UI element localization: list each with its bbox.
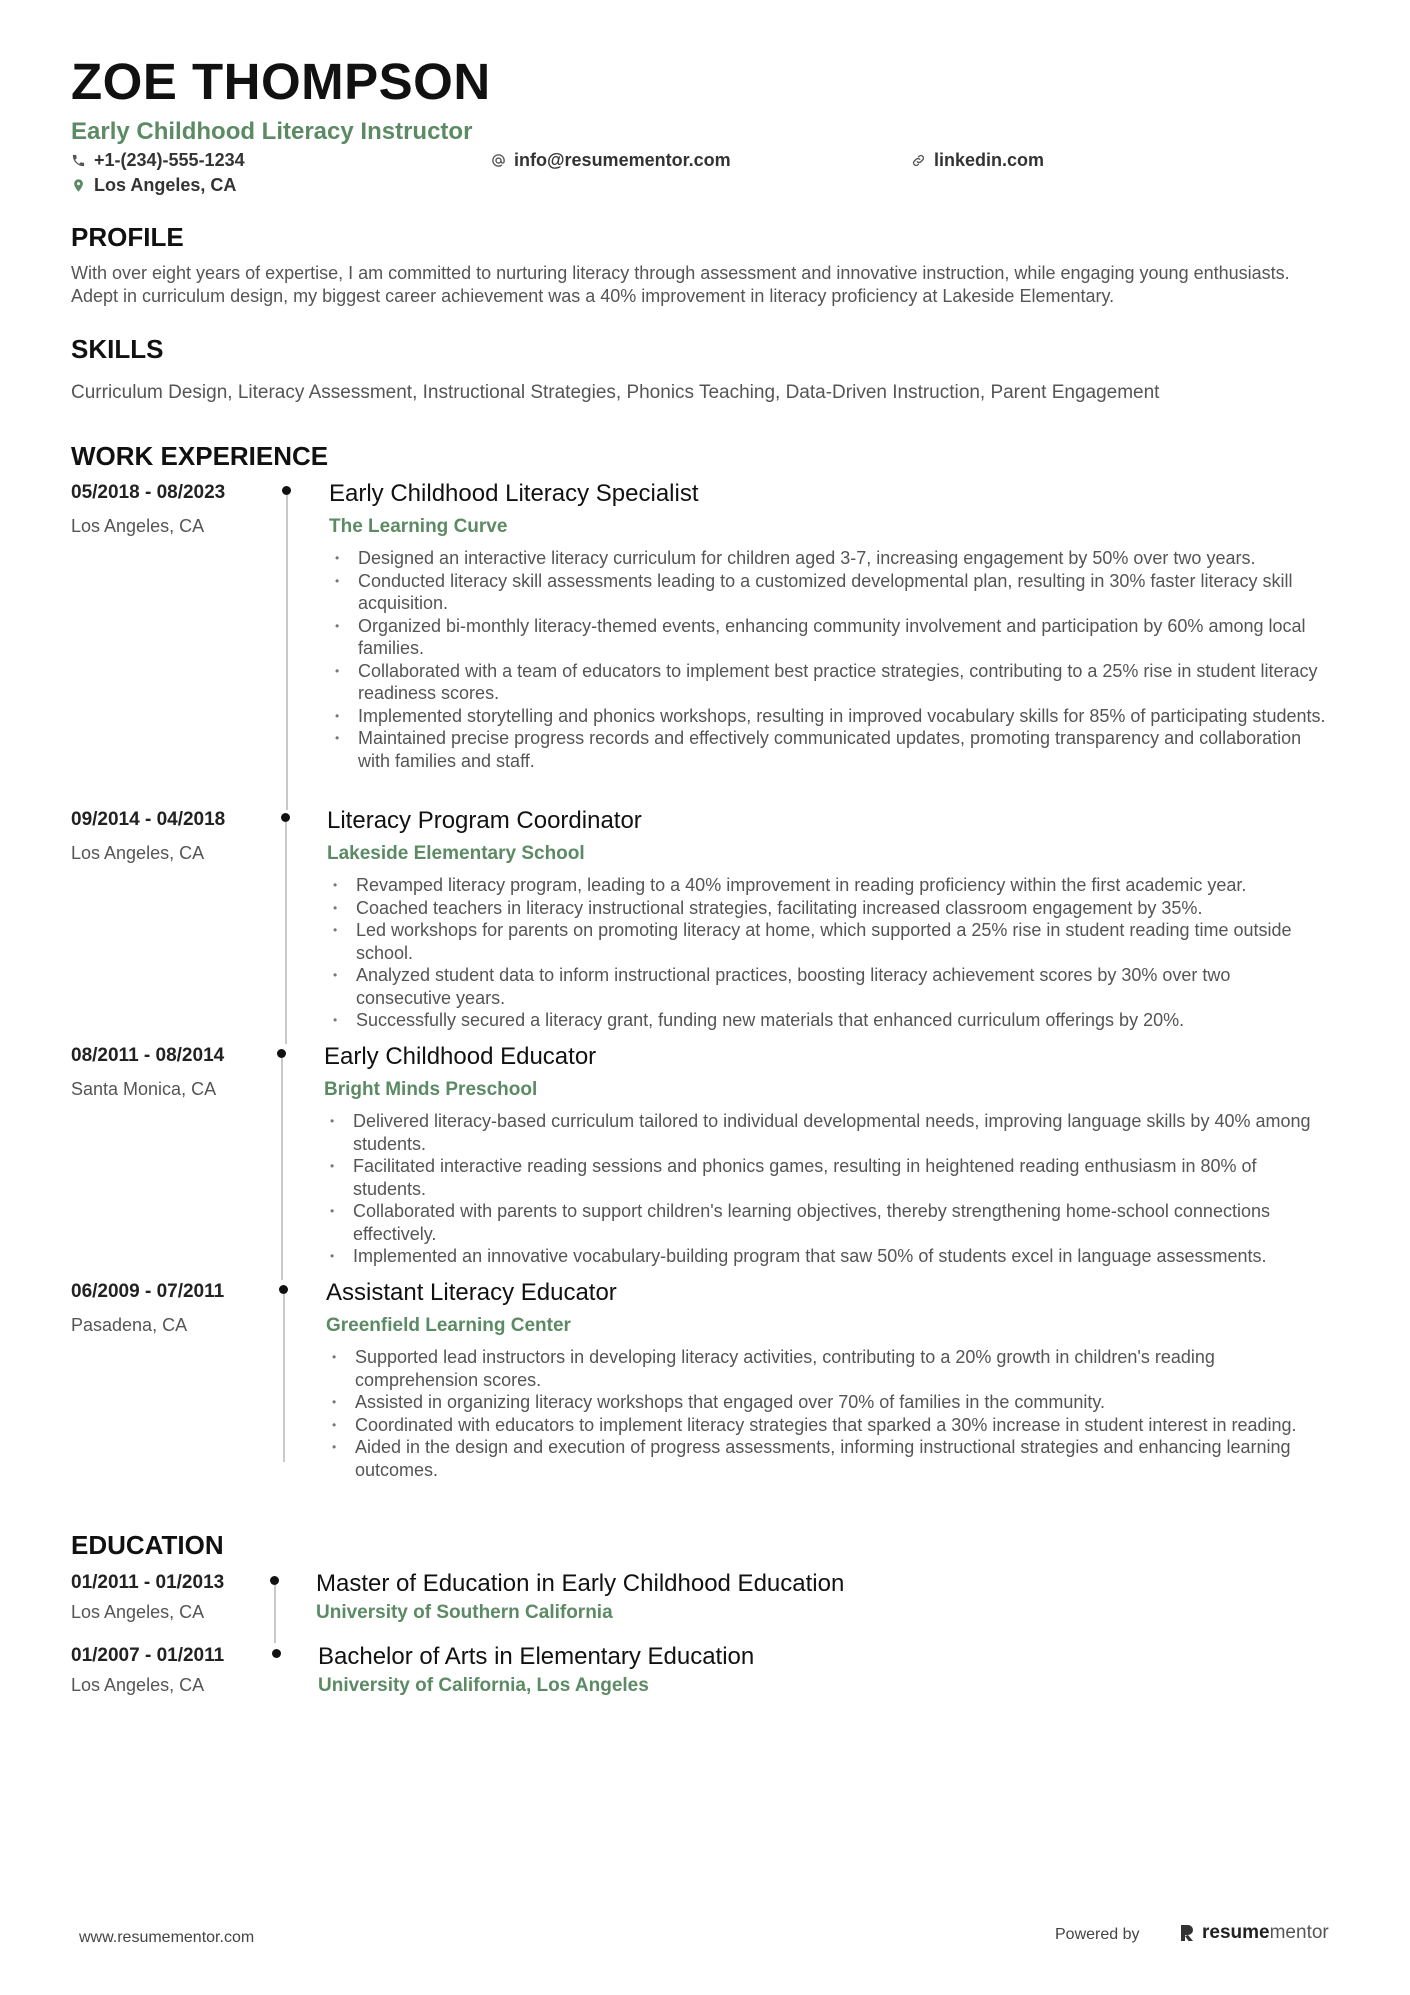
edu-school: University of Southern California (316, 1602, 613, 1623)
bullet-item: • Coordinated with educators to implement literacy strategies that sparked a 30% increase in student interest in reading. (326, 1414, 1326, 1437)
bullet-item: • Implemented storytelling and phonics workshops, resulting in improved vocabulary skills for 85% of participating students. (329, 705, 1329, 728)
timeline-dot (277, 1049, 286, 1058)
footer-website[interactable]: www.resumementor.com (79, 1929, 255, 1946)
timeline-dot (272, 1649, 281, 1658)
job-dates: 09/2014 - 04/2018 (71, 809, 226, 830)
job-role: Early Childhood Literacy Specialist (329, 480, 699, 507)
resumementor-logo-icon (1178, 1923, 1196, 1943)
profile-text: With over eight years of expertise, I am committed to nurturing literacy through assessment and innovative instruction, while engaging young enthusiasts. Adept in curriculum design, my biggest career achievement was a 40% improvement in literacy proficiency at Lakeside Elementary. (71, 263, 1290, 306)
bullet-item: • Maintained precise progress records and effectively communicated updates, promoting transparency and collaboration with families and staff. (329, 727, 1329, 772)
bullet-item: • Facilitated interactive reading sessions and phonics games, resulting in heightened reading enthusiasm in 80% of students. (324, 1155, 1324, 1200)
bullet-item: • Delivered literacy-based curriculum tailored to individual developmental needs, improving language skills by 40% among students. (324, 1110, 1324, 1155)
timeline-dot (281, 813, 290, 822)
bullet-item: • Coached teachers in literacy instructional strategies, facilitating increased classroom engagement by 35%. (327, 897, 1327, 920)
job-bullets (329, 547, 1329, 772)
job-org: Bright Minds Preschool (324, 1079, 538, 1100)
job-role: Early Childhood Educator (324, 1043, 597, 1070)
timeline-dot (282, 486, 291, 495)
linkedin-text: linkedin.com (934, 150, 1045, 170)
bullet-item: • Analyzed student data to inform instructional practices, boosting literacy achievement scores by 30% over two consecutive years. (327, 964, 1327, 1009)
timeline-line (274, 1585, 276, 1643)
edu-school: University of California, Los Angeles (318, 1675, 649, 1696)
timeline-line (285, 822, 287, 1044)
education-heading: EDUCATION (71, 1530, 224, 1560)
bullet-item: • Designed an interactive literacy curriculum for children aged 3-7, increasing engagement by 50% over two years. (329, 547, 1329, 570)
job-dates: 05/2018 - 08/2023 (71, 482, 226, 503)
job-bullets (324, 1110, 1324, 1268)
timeline-dot (279, 1285, 288, 1294)
bullet-item: • Revamped literacy program, leading to a 40% improvement in reading proficiency within the first academic year. (327, 874, 1327, 897)
profile-heading: PROFILE (71, 222, 184, 252)
skills-heading: SKILLS (71, 334, 164, 364)
timeline-dot (270, 1576, 279, 1585)
timeline-line (283, 1294, 285, 1462)
job-bullets (327, 874, 1327, 1032)
contact-phone (71, 150, 245, 171)
candidate-name: ZOE THOMPSON (71, 53, 491, 110)
phone-text: +1-(234)-555-1234 (94, 150, 245, 170)
location-pin-icon (71, 178, 86, 193)
bullet-item: • Supported lead instructors in developing literacy activities, contributing to a 20% growth in children's reading comprehension scores. (326, 1346, 1326, 1391)
candidate-title: Early Childhood Literacy Instructor (71, 118, 473, 145)
email-text: info@resumementor.com (514, 150, 731, 170)
bullet-item: • Assisted in organizing literacy workshops that engaged over 70% of families in the community. (326, 1391, 1326, 1414)
phone-icon (71, 153, 86, 168)
job-role: Literacy Program Coordinator (327, 807, 642, 834)
edu-degree: Bachelor of Arts in Elementary Education (318, 1643, 755, 1670)
job-location: Santa Monica, CA (71, 1079, 217, 1099)
location-text: Los Angeles, CA (94, 175, 237, 195)
bullet-item: • Led workshops for parents on promoting literacy at home, which supported a 25% rise in student reading time outside school. (327, 919, 1327, 964)
bullet-item: • Implemented an innovative vocabulary-building program that saw 50% of students excel in language assessments. (324, 1245, 1324, 1268)
skills-text: Curriculum Design, Literacy Assessment, Instructional Strategies, Phonics Teaching, Data-Driven Instruction, Parent Engagement (71, 382, 1160, 403)
bullet-item: • Successfully secured a literacy grant, funding new materials that enhanced curriculum offerings by 20%. (327, 1009, 1327, 1032)
job-org: Lakeside Elementary School (327, 843, 585, 864)
bullet-item: • Collaborated with parents to support children's learning objectives, thereby strengthening home-school connections effectively. (324, 1200, 1324, 1245)
contact-email[interactable] (491, 150, 731, 171)
edu-location: Los Angeles, CA (71, 1675, 205, 1695)
job-dates: 06/2009 - 07/2011 (71, 1281, 225, 1302)
footer-powered-by: Powered by (1055, 1926, 1140, 1943)
edu-dates: 01/2011 - 01/2013 (71, 1572, 225, 1593)
edu-location: Los Angeles, CA (71, 1602, 205, 1622)
brand-name-bold: resume (1202, 1922, 1270, 1943)
job-org: The Learning Curve (329, 516, 508, 537)
edu-dates: 01/2007 - 01/2011 (71, 1645, 225, 1666)
bullet-item: • Conducted literacy skill assessments leading to a customized developmental plan, resulting in 30% faster literacy skill acquisition. (329, 570, 1329, 615)
job-location: Pasadena, CA (71, 1315, 188, 1335)
brand-logo[interactable] (1178, 1922, 1329, 1944)
contact-linkedin[interactable] (911, 150, 1044, 171)
experience-heading: WORK EXPERIENCE (71, 441, 329, 471)
timeline-line (286, 495, 288, 810)
job-org: Greenfield Learning Center (326, 1315, 571, 1336)
brand-name-light: mentor (1269, 1922, 1329, 1943)
link-icon (911, 153, 926, 168)
bullet-item: • Aided in the design and execution of progress assessments, informing instructional strategies and enhancing learning outcomes. (326, 1436, 1326, 1481)
at-icon (491, 153, 506, 168)
contact-location (71, 175, 236, 196)
job-dates: 08/2011 - 08/2014 (71, 1045, 225, 1066)
bullet-item: • Organized bi-monthly literacy-themed events, enhancing community involvement and participation by 60% among local families. (329, 615, 1329, 660)
timeline-line (281, 1058, 283, 1280)
job-location: Los Angeles, CA (71, 516, 205, 536)
bullet-item: • Collaborated with a team of educators to implement best practice strategies, contributing to a 25% rise in student literacy readiness scores. (329, 660, 1329, 705)
job-location: Los Angeles, CA (71, 843, 205, 863)
job-bullets (326, 1346, 1326, 1481)
job-role: Assistant Literacy Educator (326, 1279, 617, 1306)
edu-degree: Master of Education in Early Childhood Education (316, 1570, 845, 1597)
